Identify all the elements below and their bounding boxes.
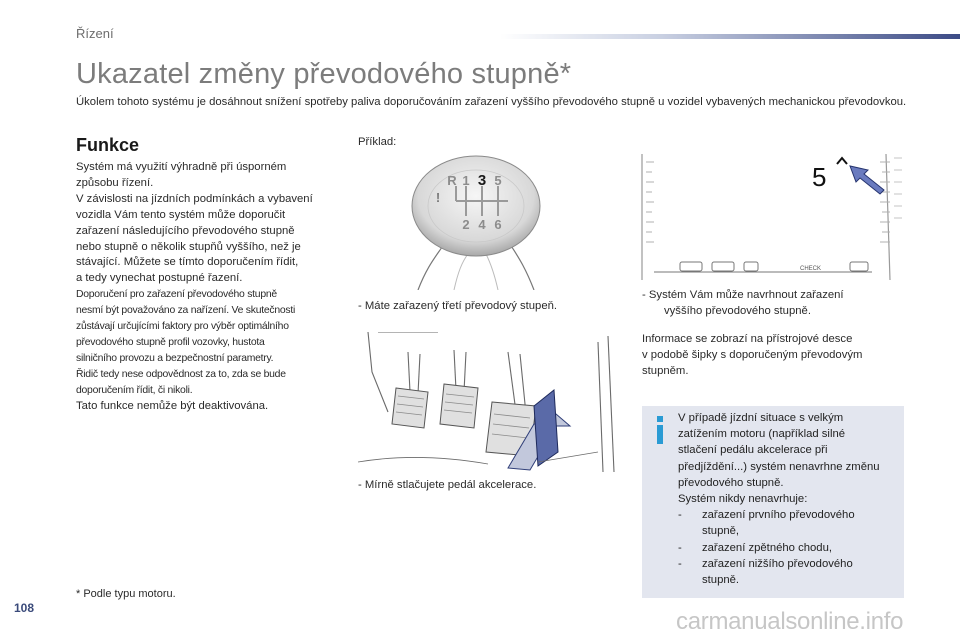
gear-warning-mark: !	[435, 190, 441, 205]
info-box-line: Systém nikdy nenavrhuje:	[678, 493, 808, 506]
footnote: * Podle typu motoru.	[76, 588, 176, 600]
info-box	[642, 406, 904, 598]
funkce-line: a tedy vynechat postupné řazení.	[76, 272, 243, 285]
pedal-caption: - Mírně stlačujete pedál akcelerace.	[358, 479, 537, 491]
gear-label-4: 4	[478, 217, 486, 232]
funkce-note-line: doporučením řídit, či nikoli.	[76, 384, 193, 396]
dashboard-gear-indicator: 5	[812, 162, 827, 192]
list-dash: -	[678, 541, 682, 554]
page-number: 108	[14, 601, 35, 615]
up-arrow-icon	[837, 158, 847, 164]
info-icon	[652, 416, 668, 444]
gear-label-2: 2	[462, 217, 470, 232]
info-box-text	[678, 410, 900, 588]
funkce-line: Tato funkce nemůže být deaktivována.	[76, 399, 269, 412]
dashboard-caption-line: vyššího převodového stupně.	[664, 305, 811, 317]
funkce-line: nebo stupně o několik stupňů vyššího, než je	[76, 240, 301, 253]
list-dash: -	[678, 557, 682, 570]
list-item: - zařazení nižšího převodového stupně.	[678, 556, 900, 588]
example-label: Příklad:	[358, 136, 397, 148]
funkce-body	[76, 160, 338, 415]
funkce-line: V závislosti na jízdních podmínkách a vybavení	[76, 192, 313, 205]
dashboard-check-label: CHECK	[800, 266, 822, 272]
intro-text: Úkolem tohoto systému je dosáhnout snížení spotřeby paliva doporučováním zařazení vyššího převodového stupně u vozidel vybavených mechanickou převodovkou.	[76, 96, 907, 108]
info-text-line: stupněm.	[642, 365, 689, 377]
list-item: - zařazení zpětného chodu,	[678, 540, 900, 556]
funkce-heading: Funkce	[76, 135, 140, 155]
page-title: Ukazatel změny převodového stupně*	[76, 58, 572, 90]
info-box-line: převodového stupně.	[678, 476, 784, 489]
funkce-note-line: Řidič tedy nese odpovědnost za to, zda se bude	[76, 368, 286, 380]
funkce-note-line: Doporučení pro zařazení převodového stupně	[76, 289, 277, 301]
info-box-line: V případě jízdní situace s velkým	[678, 412, 844, 424]
gear-label-1: 1	[462, 173, 470, 188]
section-header: Řízení	[76, 26, 114, 41]
info-text	[642, 331, 904, 379]
list-item: - zařazení prvního převodového stupně,	[678, 507, 900, 539]
pointer-arrow-icon	[850, 166, 884, 194]
watermark: carmanualsonline.info	[676, 608, 904, 635]
info-box-line: stlačení pedálu akcelerace při	[678, 444, 828, 457]
funkce-line: vozidla Vám tento systém může doporučit	[76, 208, 286, 221]
gear-caption: - Máte zařazený třetí převodový stupeň.	[358, 300, 558, 312]
info-text-line: Informace se zobrazí na přístrojové desce	[642, 333, 853, 345]
gear-knob-illustration	[358, 154, 594, 290]
dashboard-caption	[642, 287, 904, 319]
funkce-line: způsobu řízení.	[76, 176, 154, 189]
dashboard-caption-line: - Systém Vám může navrhnout zařazení	[642, 289, 844, 301]
gear-label-r: R	[447, 173, 457, 188]
funkce-line: zařazení následujícího převodového stupně	[76, 224, 295, 237]
funkce-note-line: nesmí být považováno za nařízení. Ve skutečnosti	[76, 305, 296, 317]
header-bar	[500, 34, 960, 39]
info-box-line: předjíždění...) systém nenavrhne změnu	[678, 460, 880, 473]
info-box-line: zatížením motoru (například silné	[678, 428, 846, 441]
list-dash: -	[678, 509, 682, 522]
funkce-note-line: silničního provozu a bezpečnostní parametry.	[76, 352, 274, 364]
gear-label-3: 3	[477, 172, 487, 189]
gear-label-5: 5	[494, 173, 502, 188]
funkce-note-line: zůstávají určujícími faktory pro výběr optimálního	[76, 321, 289, 333]
dashboard-illustration	[640, 154, 904, 280]
funkce-line: stávající. Můžete se tímto doporučením řídit,	[76, 256, 299, 269]
gear-label-6: 6	[494, 217, 502, 232]
info-text-line: v podobě šipky s doporučeným převodovým	[642, 349, 863, 361]
funkce-line: Systém má využití výhradně při úsporném	[76, 161, 287, 173]
pedal-illustration	[358, 332, 620, 472]
funkce-note-line: převodového stupně profil vozovky, hustota	[76, 336, 265, 348]
